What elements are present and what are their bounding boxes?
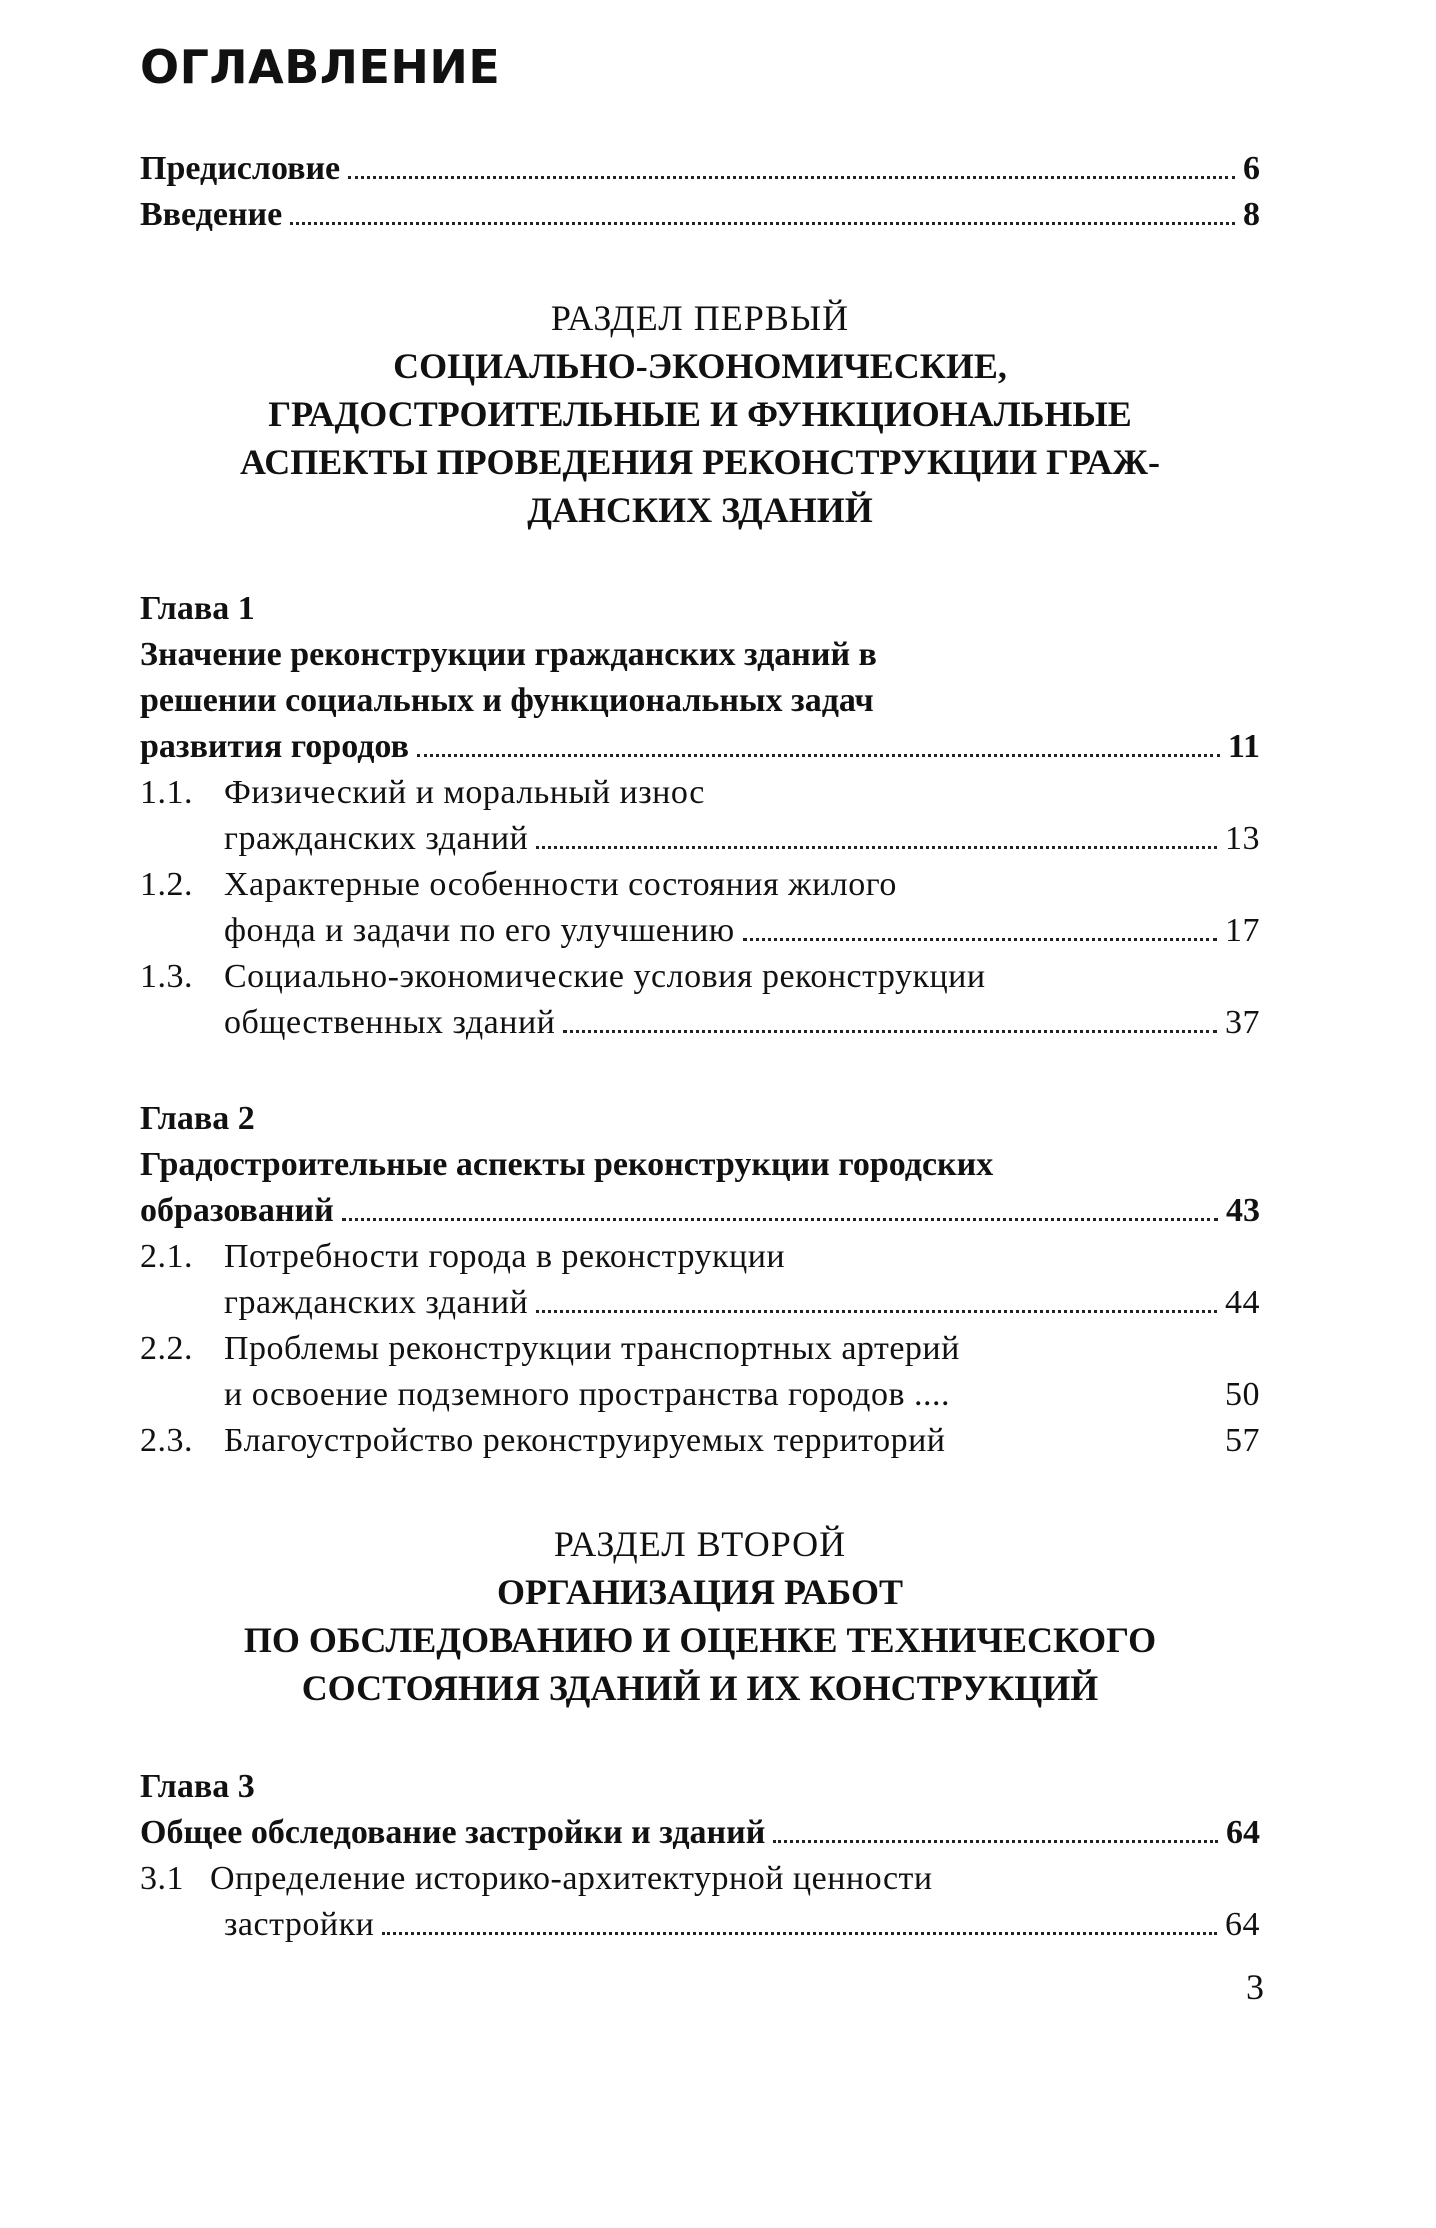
entry-page: 11 — [1227, 728, 1260, 765]
subentry-title-line: Социально-экономические условия реконструкции — [224, 958, 986, 995]
entry-page: 50 — [1225, 1376, 1260, 1413]
entry-page: 6 — [1243, 150, 1260, 187]
entry-page: 57 — [1225, 1422, 1260, 1459]
entry-page: 43 — [1226, 1192, 1260, 1229]
entry-page: 44 — [1225, 1284, 1260, 1321]
leader-dots — [536, 846, 1217, 849]
chapter-3 — [140, 1764, 1260, 1948]
toc-page — [140, 40, 1260, 1948]
spacer — [140, 1046, 1260, 1096]
section-title-line: СОСТОЯНИЯ ЗДАНИЙ И ИХ КОНСТРУКЦИЙ — [301, 1668, 1099, 1708]
subentry-title-line: Благоустройство реконструируемых территорий — [224, 1422, 946, 1459]
leader-dots — [773, 1840, 1218, 1843]
chapter-title-line: Значение реконструкции гражданских зданий в — [140, 636, 877, 673]
subentry-number: 1.1. — [140, 774, 193, 811]
toc-subentry[interactable] — [140, 954, 1260, 1046]
section-heading-2 — [140, 1520, 1260, 1712]
toc-entry-introduction[interactable] — [140, 192, 1260, 238]
chapter-1 — [140, 586, 1260, 1046]
toc-subentry[interactable] — [140, 1326, 1260, 1418]
entry-page: 17 — [1225, 912, 1260, 949]
subentry-title-line: Определение историко-архитектурной ценности — [210, 1860, 933, 1897]
chapter-title-line: решении социальных и функциональных задач — [140, 682, 874, 719]
subentry-number: 2.1. — [140, 1238, 193, 1275]
page-number: 3 — [1246, 1967, 1264, 2007]
toc-subentry[interactable] — [140, 770, 1260, 862]
subentry-title-line: Проблемы реконструкции транспортных артерий — [224, 1330, 960, 1367]
toc-title: ОГЛАВЛЕНИЕ — [140, 40, 501, 94]
subentry-title-line: Физический и моральный износ — [224, 774, 705, 811]
subentry-title-line: общественных зданий — [224, 1004, 556, 1041]
leader-dots — [290, 222, 1235, 225]
leader-dots — [563, 1030, 1217, 1033]
subentry-title-line: гражданских зданий — [224, 1284, 529, 1321]
chapter-title-line: Градостроительные аспекты реконструкции городских — [140, 1146, 994, 1183]
chapter-heading: Глава 2 — [140, 1100, 255, 1137]
chapter-2 — [140, 1096, 1260, 1464]
subentry-title-line: гражданских зданий — [224, 820, 529, 857]
leader-dots — [382, 1932, 1217, 1935]
leader-dots — [743, 938, 1217, 941]
subentry-title-line: Характерные особенности состояния жилого — [224, 866, 897, 903]
entry-page: 37 — [1225, 1004, 1260, 1041]
chapter-title-entry[interactable] — [140, 1810, 1260, 1856]
section-label: РАЗДЕЛ ВТОРОЙ — [553, 1524, 847, 1564]
leader-dots — [536, 1310, 1217, 1313]
section-title-line: ДАНСКИХ ЗДАНИЙ — [527, 490, 873, 530]
entry-title: Введение — [140, 196, 283, 233]
section-title-line: ПО ОБСЛЕДОВАНИЮ И ОЦЕНКЕ ТЕХНИЧЕСКОГО — [243, 1620, 1157, 1660]
entry-title: Предисловие — [140, 150, 341, 187]
leader-dots — [417, 754, 1220, 757]
chapter-title-entry[interactable] — [140, 1188, 1260, 1234]
section-label: РАЗДЕЛ ПЕРВЫЙ — [550, 298, 850, 338]
toc-entry-preface[interactable] — [140, 146, 1260, 192]
entry-page: 13 — [1225, 820, 1260, 857]
section-title-line: СОЦИАЛЬНО-ЭКОНОМИЧЕСКИЕ, — [393, 346, 1007, 386]
subentry-number: 3.1 — [140, 1860, 184, 1897]
entry-page: 8 — [1243, 196, 1260, 233]
entry-page: 64 — [1226, 1814, 1260, 1851]
subentry-title-line: застройки — [224, 1906, 375, 1943]
toc-subentry[interactable] — [140, 1234, 1260, 1326]
entry-title: образований — [140, 1192, 334, 1229]
section-title-line: ГРАДОСТРОИТЕЛЬНЫЕ И ФУНКЦИОНАЛЬНЫЕ — [268, 394, 1132, 434]
chapter-heading: Глава 3 — [140, 1768, 255, 1805]
chapter-heading: Глава 1 — [140, 590, 255, 627]
toc-subentry[interactable] — [140, 1856, 1260, 1948]
subentry-title-line: Потребности города в реконструкции — [224, 1238, 786, 1275]
subentry-number: 1.2. — [140, 866, 193, 903]
subentry-number: 1.3. — [140, 958, 193, 995]
leader-dots — [342, 1218, 1218, 1221]
subentry-title-line: фонда и задачи по его улучшению — [224, 912, 735, 949]
subentry-number: 2.2. — [140, 1330, 193, 1367]
subentry-number: 2.3. — [140, 1422, 193, 1459]
subentry-title-line: и освоение подземного пространства городов .... — [224, 1376, 951, 1413]
toc-subentry[interactable] — [140, 862, 1260, 954]
entry-title: Общее обследование застройки и зданий — [140, 1814, 766, 1851]
chapter-title-entry[interactable] — [140, 724, 1260, 770]
toc-subentry[interactable] — [140, 1418, 1260, 1464]
section-heading-1 — [140, 294, 1260, 534]
section-title-line: АСПЕКТЫ ПРОВЕДЕНИЯ РЕКОНСТРУКЦИИ ГРАЖ- — [240, 442, 1160, 482]
entry-page: 64 — [1225, 1906, 1260, 1943]
section-title-line: ОРГАНИЗАЦИЯ РАБОТ — [497, 1572, 903, 1612]
entry-title: развития городов — [140, 728, 409, 765]
leader-dots — [348, 176, 1235, 179]
